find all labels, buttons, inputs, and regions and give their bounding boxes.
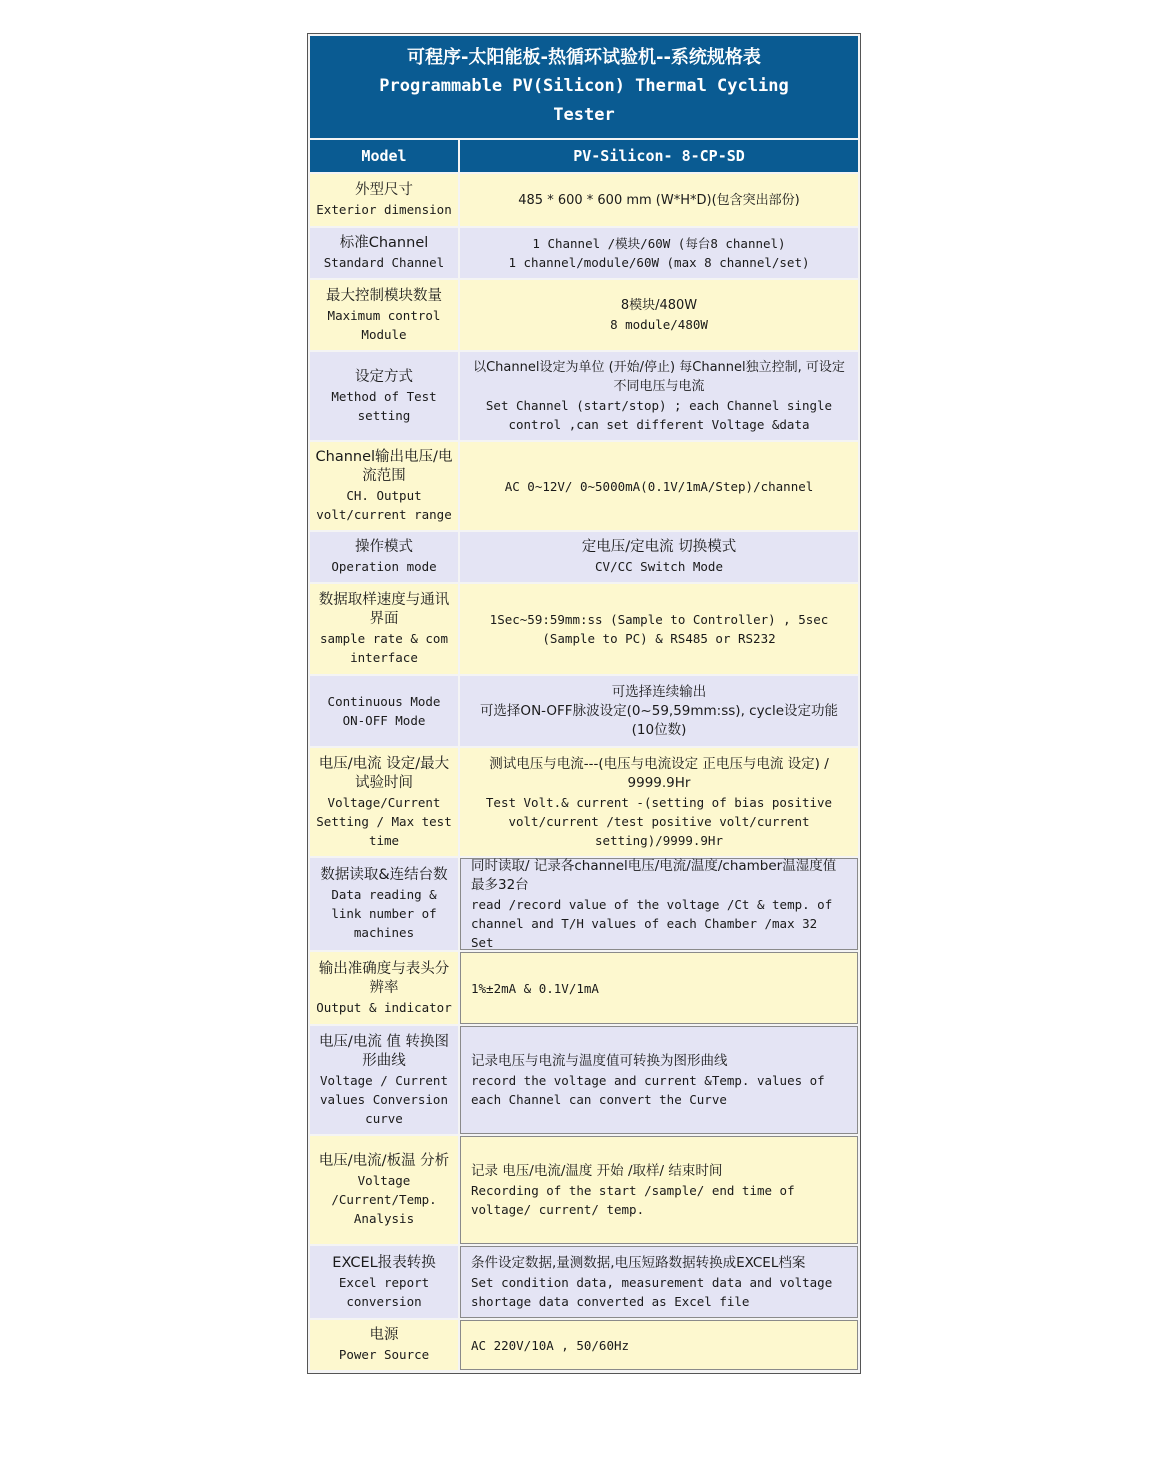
model-header-row [310, 140, 858, 172]
value-zh: 测试电压与电流---(电压与电流设定 正电压与电流 设定) / 9999.9Hr [489, 755, 829, 791]
label-zh: 数据取样速度与通讯界面 [318, 592, 450, 627]
table-row [310, 1136, 858, 1244]
label-zh: 电压/电流 设定/最大试验时间 [318, 755, 450, 791]
table-row [310, 174, 858, 226]
label-en: Output & indicator [316, 999, 452, 1015]
row-value [460, 228, 858, 278]
row-value [460, 532, 858, 582]
row-label [310, 748, 458, 856]
label-en: Operation mode [331, 559, 437, 574]
label-en: Data reading & link number of machines [331, 887, 437, 940]
title-chinese: 可程序-太阳能板-热循环试验机--系统规格表 [407, 47, 761, 68]
row-label [310, 1320, 458, 1370]
value-en: Set Channel (start/stop) ; each Channel single control ,can set different Voltage &data [485, 398, 833, 432]
value-zh: 记录 电压/电流/温度 开始 /取样/ 结束时间 [471, 1162, 723, 1179]
row-value [460, 280, 858, 350]
value-zh: 记录电压与电流与温度值可转换为图形曲线 [471, 1052, 728, 1069]
row-value [460, 1320, 858, 1370]
model-value: PV-Silicon- 8-CP-SD [460, 140, 858, 172]
label-en: sample rate & com interface [320, 631, 448, 665]
table-row [310, 280, 858, 350]
row-label [310, 442, 458, 530]
label-zh: 最大控制模块数量 [326, 287, 442, 304]
row-value [460, 1246, 858, 1318]
label-zh: 数据读取&连结台数 [320, 867, 448, 883]
table-row [310, 584, 858, 674]
label-en: Continuous Mode ON-OFF Mode [327, 694, 441, 728]
table-title [310, 36, 858, 138]
row-label [310, 1246, 458, 1318]
row-label [310, 1026, 458, 1134]
table-row [310, 228, 858, 278]
row-value [460, 442, 858, 530]
label-en: Standard Channel [323, 255, 445, 270]
row-label [310, 584, 458, 674]
label-zh: EXCEL报表转换 [332, 1254, 436, 1271]
row-label [310, 174, 458, 226]
row-label [310, 280, 458, 350]
value-en: 1%±2mA & 0.1V/1mA [471, 980, 599, 996]
value-en: Set condition data, measurement data and voltage shortage data converted as Excel file [471, 1274, 833, 1309]
label-zh: 设定方式 [355, 368, 413, 385]
label-en: Power Source [338, 1347, 430, 1362]
label-zh: 电压/电流 值 转换图形曲线 [318, 1033, 450, 1069]
table-row [310, 442, 858, 530]
row-label [310, 1136, 458, 1244]
row-label [310, 676, 458, 746]
row-value [460, 748, 858, 856]
label-en: Voltage/Current Setting / Max test time [316, 794, 452, 848]
label-en: Method of Test setting [331, 388, 437, 423]
value-en: 1 channel/module/60W (max 8 channel/set) [508, 255, 810, 270]
value-zh: 定电压/定电流 切换模式 [581, 539, 737, 555]
row-value [460, 676, 858, 746]
label-zh: 电源 [369, 1327, 399, 1343]
row-value [460, 352, 858, 440]
value-en: 1Sec~59:59mm:ss (Sample to Controller) , 5sec (Sample to PC) & RS485 or RS232 [489, 612, 829, 646]
table-row [310, 952, 858, 1024]
table-row [310, 858, 858, 950]
row-label [310, 858, 458, 950]
value-en: Test Volt.& current -(setting of bias positive volt/current /test positive volt/current setting)/9999.9Hr [485, 794, 833, 848]
table-row [310, 1246, 858, 1318]
label-zh: 外型尺寸 [355, 182, 413, 198]
label-en: Exterior dimension [316, 202, 452, 217]
value-en: read /record value of the voltage /Ct & temp. of channel and T/H values of each Chamber /max 32 Set [471, 896, 833, 950]
value-zh: 可选择连续输出 可选择ON-OFF脉波设定(0~59,59mm:ss), cycle设定功能(10位数) [479, 683, 839, 738]
value-en: Recording of the start /sample/ end time of voltage/ current/ temp. [471, 1182, 795, 1217]
row-value [460, 174, 858, 226]
table-row [310, 352, 858, 440]
row-label [310, 352, 458, 440]
model-label: Model [310, 140, 458, 172]
value-zh: 同时读取/ 记录各channel电压/电流/温度/chamber温湿度值 最多32台 [471, 857, 837, 893]
label-en: CH. Output volt/current range [316, 488, 452, 522]
title-english: Programmable PV(Silicon) Thermal Cycling Tester [379, 76, 789, 125]
table-row [310, 532, 858, 582]
row-label [310, 228, 458, 278]
label-zh: 输出准确度与表头分辨率 [318, 960, 450, 996]
row-label [310, 532, 458, 582]
table-row [310, 748, 858, 856]
label-en: Maximum control Module [327, 307, 441, 342]
label-en: Voltage /Current/Temp. Analysis [331, 1173, 437, 1226]
value-zh: 以Channel设定为单位 (开始/停止) 每Channel独立控制, 可设定不同电压与电流 [473, 360, 845, 394]
value-en: 8 module/480W [610, 317, 708, 332]
value-zh: 1 Channel /模块/60W (每台8 channel) [532, 236, 786, 251]
value-en: AC 0~12V/ 0~5000mA(0.1V/1mA/Step)/channel [504, 478, 814, 494]
spec-table [307, 33, 861, 1374]
row-label [310, 952, 458, 1024]
row-value [460, 858, 858, 950]
value-en: record the voltage and current &Temp. values of each Channel can convert the Curve [471, 1072, 825, 1107]
label-zh: 标准Channel [339, 235, 429, 251]
row-value [460, 952, 858, 1024]
label-en: Excel report conversion [338, 1274, 430, 1309]
table-row [310, 1320, 858, 1370]
label-en: Voltage / Current values Conversion curve [320, 1072, 448, 1126]
row-value [460, 1136, 858, 1244]
value-en: AC 220V/10A , 50/60Hz [471, 1337, 630, 1353]
row-value [460, 584, 858, 674]
row-value [460, 1026, 858, 1134]
label-zh: Channel输出电压/电流范围 [315, 449, 453, 484]
table-row [310, 676, 858, 746]
label-zh: 电压/电流/板温 分析 [318, 1153, 450, 1169]
label-zh: 操作模式 [355, 539, 413, 555]
table-row [310, 1026, 858, 1134]
value-en: CV/CC Switch Mode [595, 559, 723, 574]
value-zh: 485 * 600 * 600 mm (W*H*D)(包含突出部份) [518, 192, 800, 208]
value-zh: 条件设定数据,量测数据,电压短路数据转换成EXCEL档案 [471, 1254, 806, 1271]
value-zh: 8模块/480W [620, 298, 698, 313]
